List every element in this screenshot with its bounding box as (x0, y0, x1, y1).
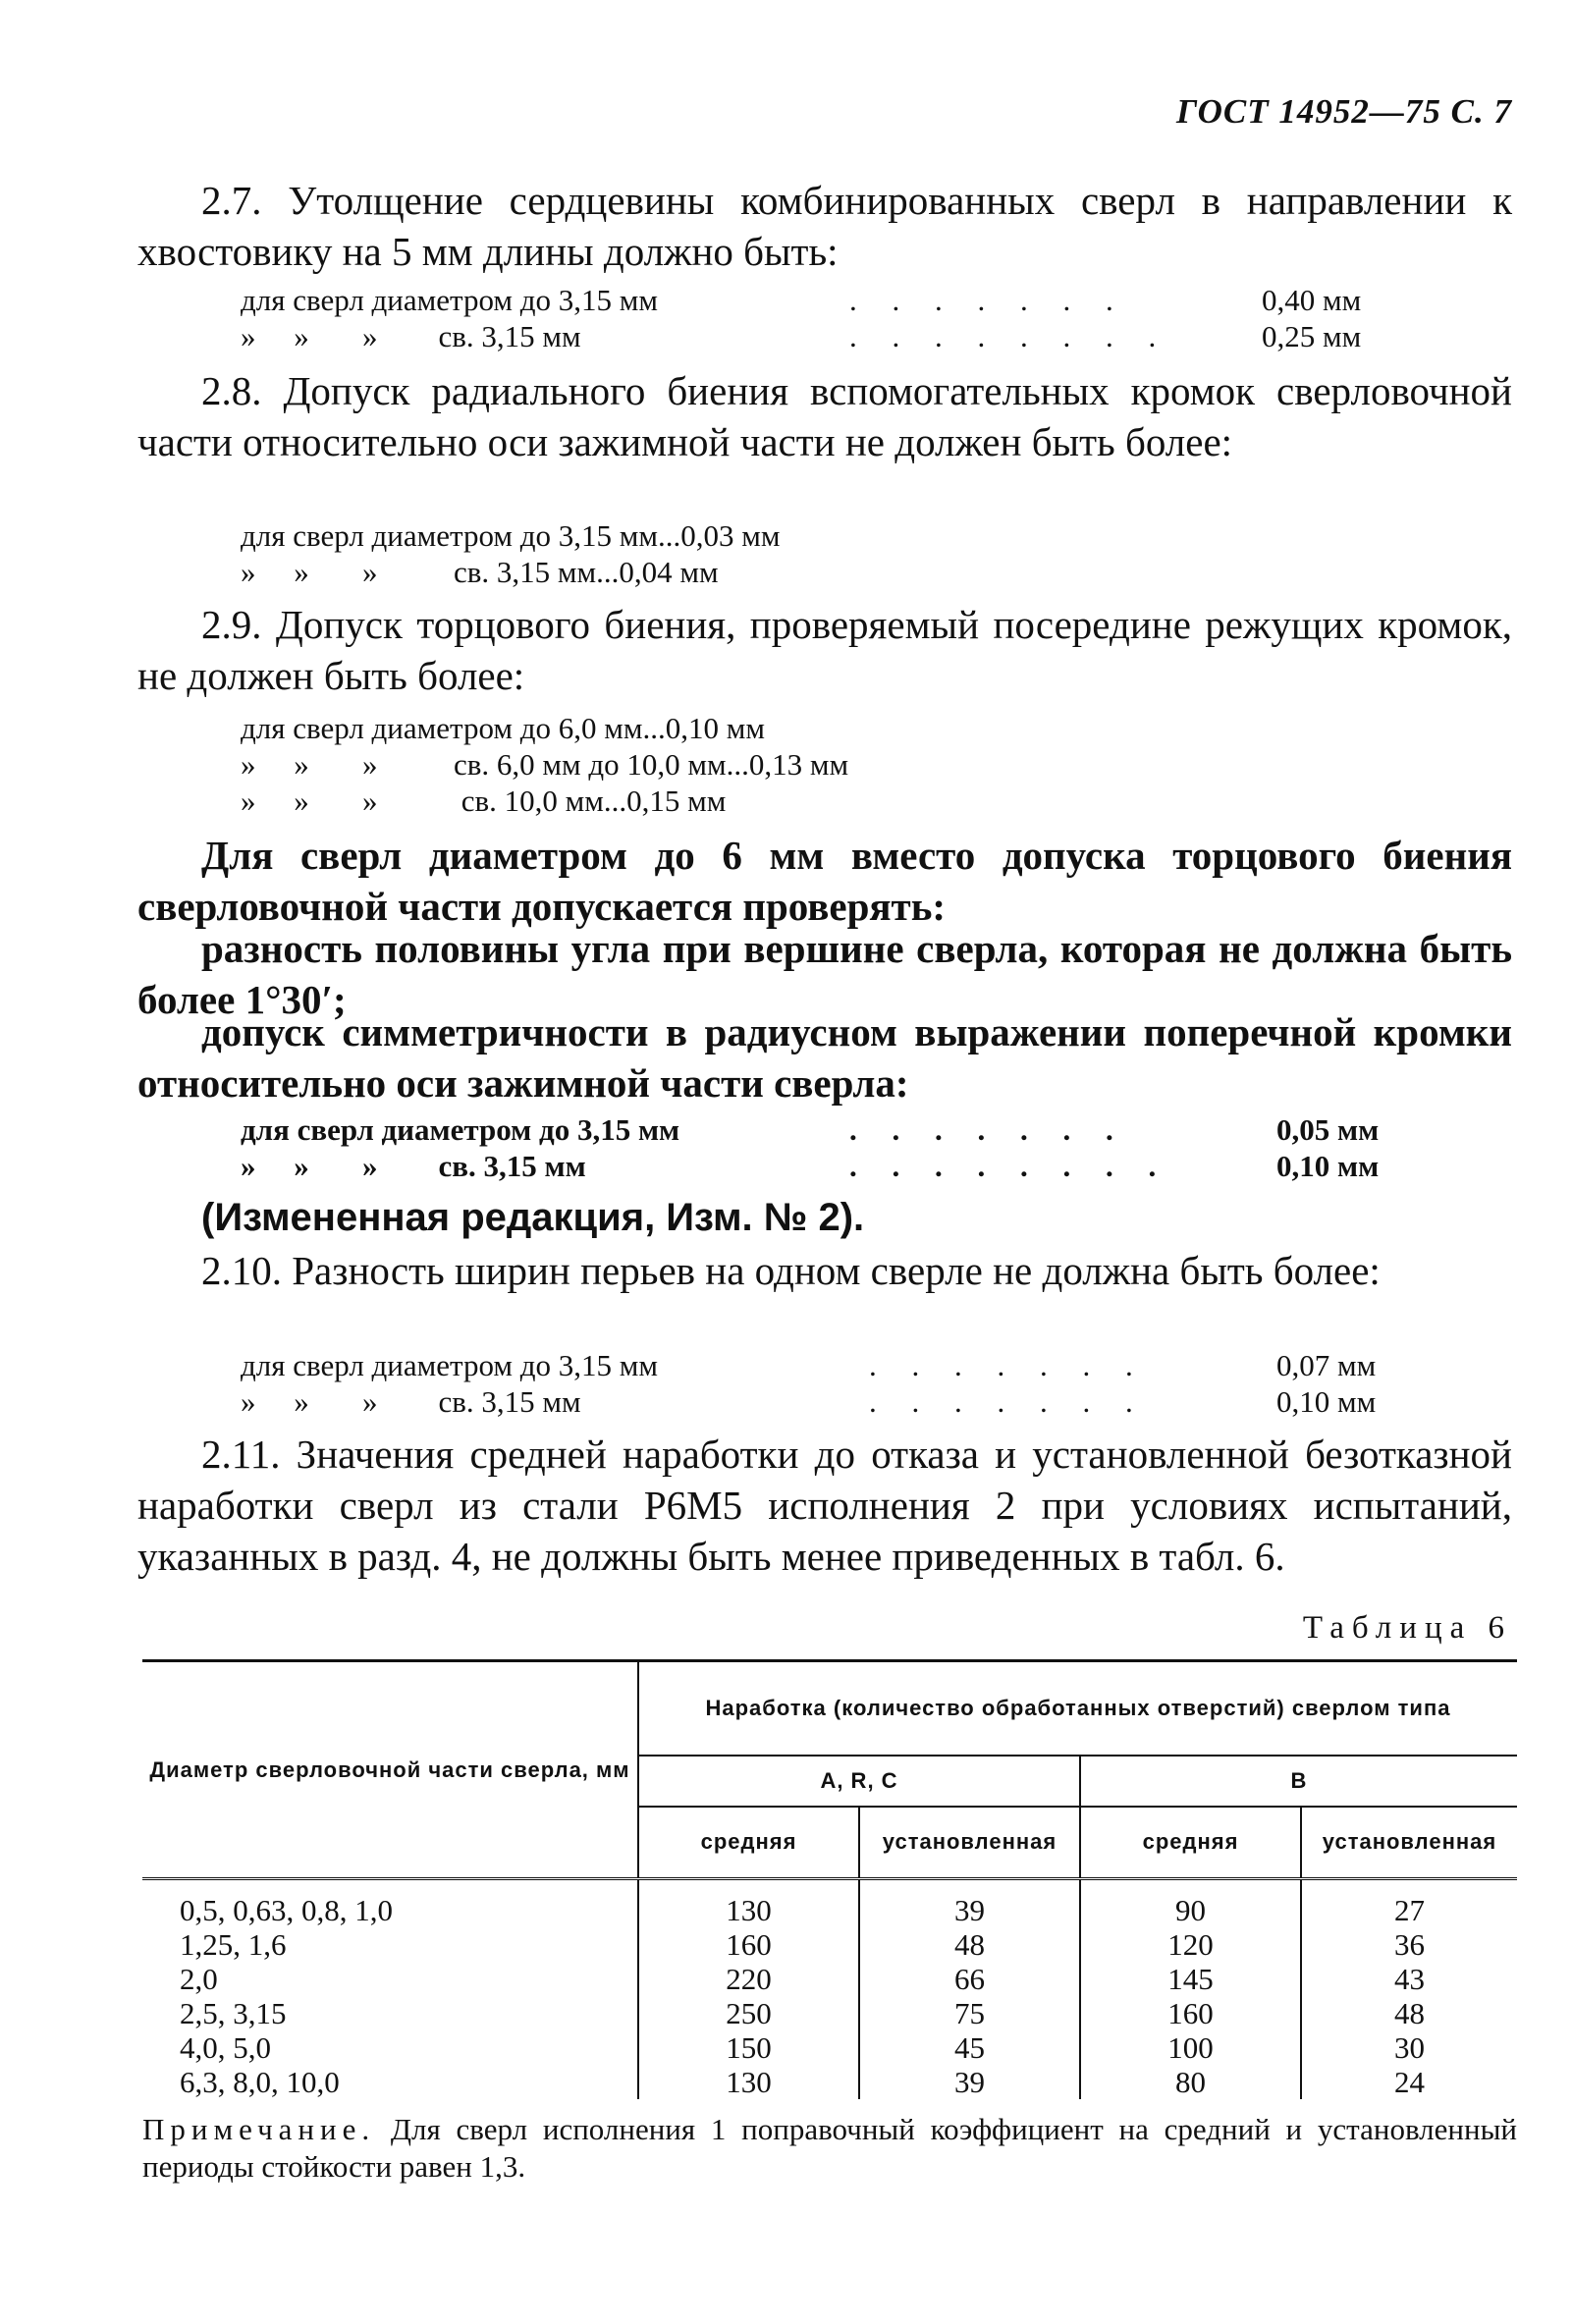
spec-list-2-8 (241, 517, 1124, 590)
cell-value: 220 (638, 1962, 859, 1996)
cell-value: 39 (859, 2065, 1080, 2099)
table-row (142, 2030, 1517, 2065)
table-row (142, 1893, 1517, 1927)
cell-value: 250 (638, 1996, 859, 2030)
spec-value: 0,05 мм (1276, 1112, 1380, 1147)
spec-row: для сверл диаметром до 3,15 мм...0,03 мм (241, 518, 781, 553)
spec-dots: . . . . . . . (849, 1112, 1127, 1147)
spec-list-2-9-symmetry (241, 1111, 1399, 1184)
table-note (142, 2111, 1517, 2186)
spec-dots: . . . . . . . (869, 1348, 1147, 1382)
table-row (142, 1962, 1517, 1996)
spec-value: 0,10 мм (1276, 1384, 1377, 1419)
note-label: Примечание. (142, 2112, 376, 2146)
paragraph-2-10: 2.10. Разность ширин перьев на одном сверле не должна быть более: (201, 1248, 1381, 1293)
cell-value: 30 (1394, 2029, 1425, 2065)
spec-row (241, 1111, 1399, 1148)
cell-value: 150 (638, 2030, 859, 2065)
cell-value: 75 (859, 1996, 1080, 2030)
spec-list-2-10 (241, 1347, 1399, 1420)
column-header-diameter: Диаметр сверловочной части сверла, мм (142, 1661, 638, 1879)
spec-row (241, 1347, 1399, 1383)
paragraph-2-9-alt: Для сверл диаметром до 6 мм вместо допуска торцового биения сверловочной части допускается проверять: (137, 833, 1512, 929)
spec-label: » » » св. 3,15 мм (241, 1384, 581, 1419)
spec-row: для сверл диаметром до 6,0 мм...0,10 мм (241, 711, 765, 745)
paragraph-2-9-angle: разность половины угла при вершине сверла, которая не должна быть более 1°30′; (137, 926, 1512, 1022)
column-header-set: установленная (859, 1807, 1080, 1879)
page-header: ГОСТ 14952—75 С. 7 (1175, 92, 1512, 131)
spec-row: » » » св. 10,0 мм...0,15 мм (241, 784, 727, 818)
table-row (142, 1927, 1517, 1962)
cell-value: 48 (1394, 1995, 1425, 2030)
column-header-avg: средняя (1080, 1807, 1301, 1879)
cell-value: 100 (1080, 2030, 1301, 2065)
paragraph-2-11: 2.11. Значения средней наработки до отказа и установленной безотказной наработки сверл из стали Р6М5 исполнения 2 при условиях испытаний, указанных в разд. 4, не должны быть менее приведенных в табл. 6. (137, 1432, 1512, 1579)
spec-label: » » » св. 3,15 мм (241, 1149, 586, 1183)
spec-label: для сверл диаметром до 3,15 мм (241, 1112, 680, 1147)
cell-diameter: 1,25, 1,6 (142, 1927, 638, 1962)
cell-value: 160 (638, 1927, 859, 1962)
spec-row (241, 1148, 1399, 1184)
table-row (142, 1996, 1517, 2030)
table-caption: Таблица 6 (1302, 1610, 1512, 1646)
spec-dots: . . . . . . . . (849, 1149, 1170, 1183)
spec-label: для сверл диаметром до 3,15 мм (241, 1348, 658, 1382)
cell-value: 160 (1080, 1996, 1301, 2030)
paragraph-2-8: 2.8. Допуск радиального биения вспомогательных кромок сверловочной части относительно оси зажимной части не должен быть более: (137, 368, 1512, 464)
note-text: Для сверл исполнения 1 поправочный коэффициент на средний и установленный периоды стойкости равен 1,3. (142, 2112, 1518, 2184)
cell-diameter: 4,0, 5,0 (142, 2030, 638, 2065)
cell-value: 120 (1080, 1927, 1301, 1962)
spec-dots: . . . . . . . (849, 283, 1127, 317)
spec-row (241, 318, 1399, 354)
paragraph-2-9-symmetry: допуск симметричности в радиусном выражении поперечной кромки относительно оси зажимной части сверла: (137, 1009, 1512, 1106)
spec-dots: . . . . . . . . (849, 319, 1170, 353)
spec-value: 0,10 мм (1276, 1149, 1380, 1183)
cell-diameter: 6,3, 8,0, 10,0 (142, 2065, 638, 2099)
spec-value: 0,40 мм (1262, 283, 1362, 317)
column-header-group: Наработка (количество обработанных отверстий) сверлом типа (638, 1661, 1517, 1756)
cell-value: 130 (638, 2065, 859, 2099)
data-table (142, 1659, 1517, 2099)
amendment-note: (Измененная редакция, Изм. № 2). (201, 1196, 865, 1239)
column-header-type-b: B (1080, 1756, 1517, 1807)
spec-list-2-7 (241, 282, 1399, 354)
column-header-type-abc: A, R, C (638, 1756, 1080, 1807)
cell-diameter: 0,5, 0,63, 0,8, 1,0 (142, 1893, 638, 1927)
spec-row (241, 282, 1399, 318)
cell-value: 36 (1394, 1926, 1425, 1962)
spec-row (241, 1383, 1399, 1420)
cell-diameter: 2,0 (142, 1962, 638, 1996)
cell-value: 145 (1080, 1962, 1301, 1996)
cell-value: 39 (859, 1893, 1080, 1927)
cell-value: 130 (638, 1893, 859, 1927)
cell-value: 66 (859, 1962, 1080, 1996)
spec-value: 0,25 мм (1262, 319, 1362, 353)
cell-value: 43 (1394, 1961, 1425, 1996)
cell-value: 27 (1394, 1892, 1425, 1927)
column-header-avg: средняя (638, 1807, 859, 1879)
cell-value: 90 (1080, 1893, 1301, 1927)
cell-value: 45 (859, 2030, 1080, 2065)
cell-value: 80 (1080, 2065, 1301, 2099)
spec-label: » » » св. 3,15 мм (241, 319, 581, 353)
spec-row: » » » св. 3,15 мм...0,04 мм (241, 555, 719, 589)
paragraph-2-9: 2.9. Допуск торцового биения, проверяемый посередине режущих кромок, не должен быть более: (137, 602, 1512, 698)
spec-dots: . . . . . . . (869, 1384, 1147, 1419)
table-row (142, 2065, 1517, 2099)
paragraph-2-7: 2.7. Утолщение сердцевины комбинированных сверл в направлении к хвостовику на 5 мм длины должно быть: (137, 178, 1512, 274)
cell-value: 48 (859, 1927, 1080, 1962)
spec-row: » » » св. 6,0 мм до 10,0 мм...0,13 мм (241, 747, 849, 782)
cell-value: 24 (1394, 2064, 1425, 2099)
spec-list-2-9 (241, 710, 1321, 819)
spec-value: 0,07 мм (1276, 1348, 1377, 1382)
column-header-set: установленная (1301, 1807, 1517, 1879)
cell-diameter: 2,5, 3,15 (142, 1996, 638, 2030)
spec-label: для сверл диаметром до 3,15 мм (241, 283, 658, 317)
